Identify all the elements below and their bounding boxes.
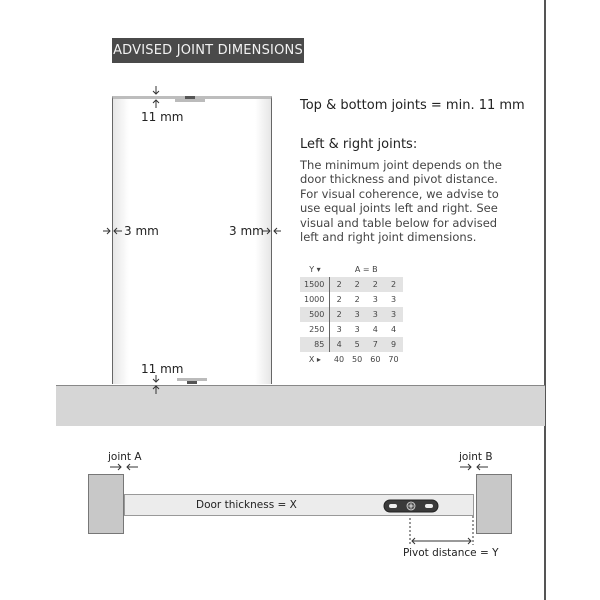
x-value: 40 (333, 355, 345, 364)
y-axis-header: Y ▾ (309, 265, 321, 274)
cell: 2 (384, 277, 402, 292)
row-y-value: 1000 (300, 292, 330, 307)
cell: 3 (384, 307, 402, 322)
joint-b-label: joint B (459, 451, 493, 463)
table-x-row (300, 352, 403, 367)
bottom-joint-arrow-down-icon (153, 375, 159, 382)
door-thickness-label: Door thickness = X (196, 499, 297, 511)
top-joint-arrow-down-icon (153, 86, 159, 94)
cell: 9 (384, 337, 402, 352)
cell: 2 (336, 295, 342, 304)
pivot-distance-arrow-icon (412, 538, 471, 544)
table-row (300, 277, 403, 292)
x-value: 50 (352, 355, 363, 364)
wall-right (476, 474, 512, 534)
cell: 2 (330, 307, 348, 322)
bottom-joint-arrow-up-icon (153, 386, 159, 394)
table-row (300, 322, 403, 337)
cell: 4 (330, 337, 348, 352)
section-header: ADVISED JOINT DIMENSIONS (112, 38, 304, 63)
joint-explanation: The minimum joint depends on the door thickness and pivot distance. For visual coherence, we advise to use equal joints left and right. See visual and table below for advised left and right joint dimensions. (300, 158, 502, 245)
left-right-heading: Left & right joints: (300, 137, 418, 152)
left-joint-label: 3 mm (124, 224, 159, 238)
top-bottom-rule: Top & bottom joints = min. 11 mm (300, 98, 525, 113)
bottom-joint-label: 11 mm (141, 362, 184, 376)
table-row (300, 292, 403, 307)
pivot-distance-label: Pivot distance = Y (403, 547, 499, 559)
row-y-value: 85 (300, 337, 330, 352)
cell: 3 (372, 295, 378, 304)
cell: 5 (348, 337, 366, 352)
joint-a-label: joint A (108, 451, 142, 463)
x-value: 70 (388, 355, 399, 364)
pivot-hardware-icon (383, 499, 439, 513)
cell: 4 (372, 325, 378, 334)
table-header-row (300, 262, 403, 277)
cell: 2 (348, 277, 366, 292)
cell: 2 (366, 277, 384, 292)
wall-left (88, 474, 124, 534)
x-value: 60 (370, 355, 381, 364)
right-joint-arrow-left-icon (274, 228, 281, 234)
cell: 7 (366, 337, 384, 352)
table-row (300, 337, 403, 352)
x-axis-header: X ▸ (308, 355, 321, 364)
cell: 2 (330, 277, 348, 292)
cell: 3 (354, 325, 360, 334)
row-y-value: 250 (300, 322, 330, 337)
table-row (300, 307, 403, 322)
left-joint-arrow-right-icon (103, 228, 110, 234)
cell: 3 (390, 295, 397, 304)
cell: 2 (354, 295, 360, 304)
joint-table (300, 262, 403, 367)
ab-header: A = B (354, 265, 378, 274)
cell: 3 (336, 325, 342, 334)
left-joint-arrow-left-icon (114, 228, 122, 234)
joint-a-arrow-right-icon (110, 464, 121, 470)
row-y-value: 500 (300, 307, 330, 322)
top-joint-label: 11 mm (141, 110, 184, 124)
cell: 3 (366, 307, 384, 322)
joint-b-arrow-right-icon (460, 464, 471, 470)
joint-b-arrow-left-icon (477, 464, 488, 470)
cell: 4 (390, 325, 397, 334)
joint-a-arrow-left-icon (127, 464, 138, 470)
right-joint-label: 3 mm (229, 224, 264, 238)
top-joint-arrow-up-icon (153, 100, 159, 108)
row-y-value: 1500 (300, 277, 330, 292)
cell: 3 (348, 307, 366, 322)
